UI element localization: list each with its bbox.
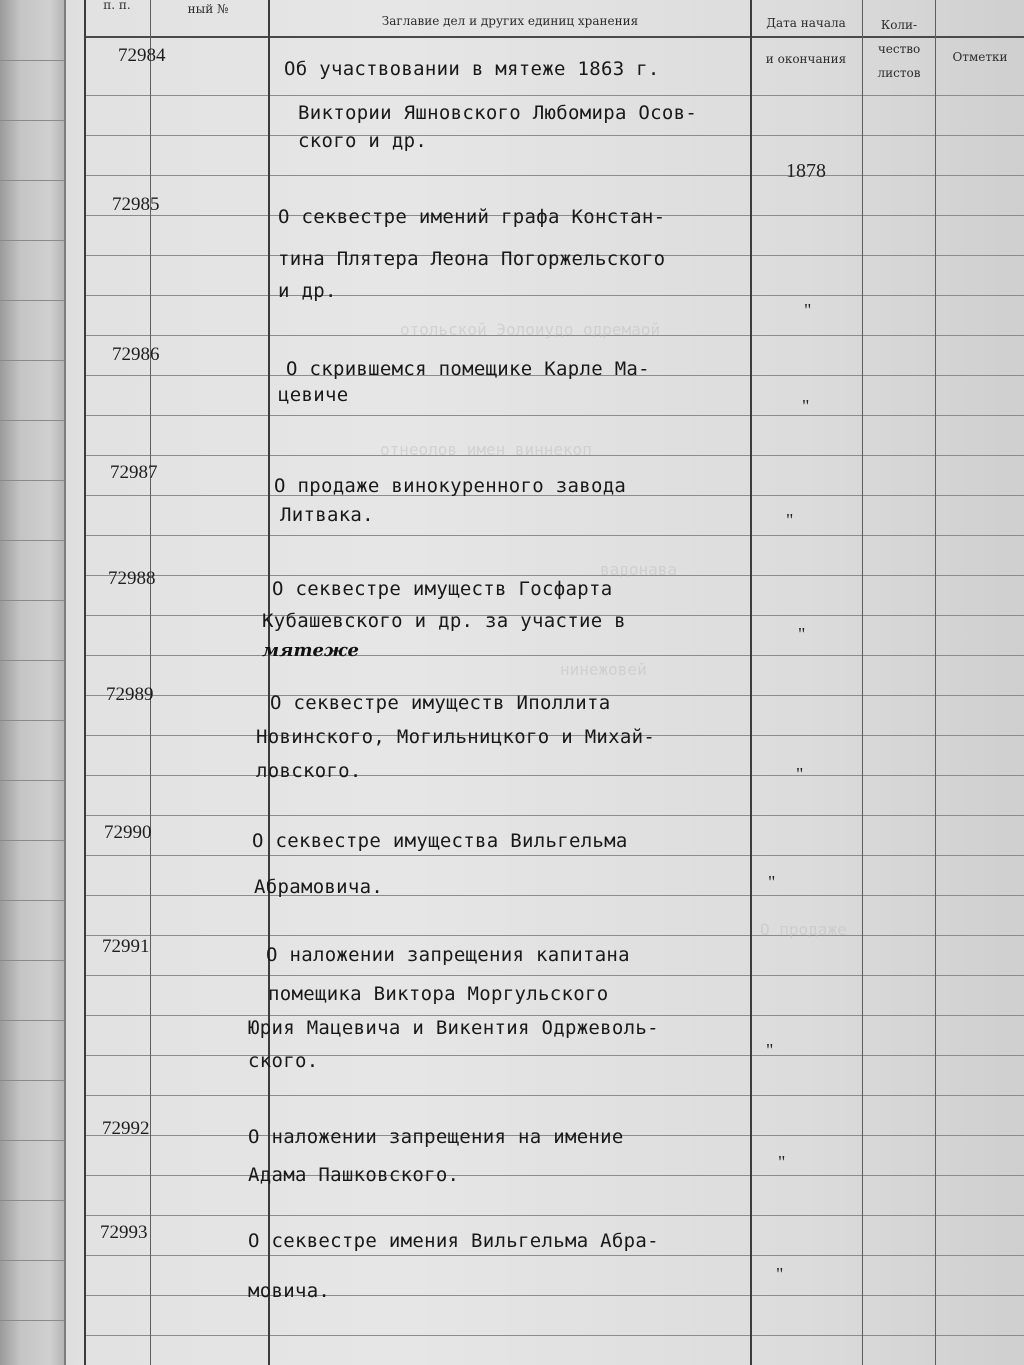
entry-date: " [776, 1264, 784, 1284]
header-dates-1: Дата начала [766, 16, 846, 30]
entry-title-line: Адама Пашковского. [248, 1164, 460, 1186]
entry-number: 72984 [118, 45, 166, 66]
entry-date: " [798, 624, 806, 644]
previous-page-edge [0, 0, 66, 1365]
entry-title-line: Литвака. [280, 504, 374, 526]
entry-date: " [778, 1152, 786, 1172]
entry-title-line: помещика Виктора Моргульского [268, 983, 609, 1005]
header-notes: Отметки [952, 50, 1008, 64]
header-title: Заглавие дел и других единиц хранения [381, 14, 639, 28]
entry-title-line: О наложении запрещения на имение [248, 1126, 624, 1148]
handwritten-note: мятеже [262, 640, 359, 661]
header-sheets-3: листов [877, 66, 921, 80]
entry-number: 72987 [110, 462, 158, 483]
entry-title-line: Новинского, Могильницкого и Михай- [256, 726, 656, 748]
entry-date: " [796, 764, 804, 784]
entry-number: 72991 [102, 936, 150, 957]
entry-title-line: О секвестре имуществ Иполлита [270, 692, 611, 714]
entry-date: " [802, 396, 810, 416]
entry-title-line: ловского. [256, 760, 362, 782]
entry-title-line: О секвестре имения Вильгельма Абра- [248, 1230, 659, 1252]
entry-title-line: Об участвовании в мятеже 1863 г. [284, 58, 660, 80]
entry-number: 72990 [104, 822, 152, 843]
entry-title-line: О секвестре имений графа Констан- [278, 206, 666, 228]
entry-title-line: О секвестре имуществ Госфарта [272, 578, 613, 600]
entry-number: 72986 [112, 344, 160, 365]
entry-title-line: тина Плятера Леона Погоржельского [278, 248, 666, 270]
entry-title-line: Виктории Яшновского Любомира Осов- [298, 102, 698, 124]
entry-date: " [768, 872, 776, 892]
entry-date: 1878 [786, 160, 826, 182]
entry-number: 72993 [100, 1222, 148, 1243]
header-dates-2: и окончания [765, 52, 847, 66]
entry-title-line: Кубашевского и др. за участие в [262, 610, 626, 632]
header-index: ный № [187, 2, 229, 16]
entry-title-line: цевиче [278, 384, 349, 406]
entry-date: " [766, 1040, 774, 1060]
entry-title-line: О продаже винокуренного завода [274, 475, 627, 497]
header-sheets-1: Коли- [880, 18, 918, 32]
entry-title-line: О скрившемся помещике Карле Ма- [286, 358, 650, 380]
entry-number: 72988 [108, 568, 156, 589]
entry-title-line: Абрамовича. [254, 876, 384, 898]
entry-title-line: ского и др. [298, 130, 428, 152]
entry-date: " [786, 510, 794, 530]
entry-title-line: О наложении запрещения капитана [266, 944, 630, 966]
entry-number: 72985 [112, 194, 160, 215]
header-sheets-2: чество [877, 42, 921, 56]
entry-date: " [804, 300, 812, 320]
entry-number: 72992 [102, 1118, 150, 1139]
entry-title-line: и др. [278, 280, 337, 302]
entry-title-line: Юрия Мацевича и Викентия Одржеволь- [248, 1017, 659, 1039]
header-number: п. п. [103, 0, 131, 12]
entry-title-line: О секвестре имущества Вильгельма [252, 830, 628, 852]
entry-title-line: ского. [248, 1050, 319, 1072]
archive-inventory-page: отольской Эолоиудо одремаой отнеолов имен виннекоп вадонава нинежовей О продаже п. п. ный № Заглавие дел и других единиц хранения Дата начала и окончания Коли- чество листов Отметки 72984 Об участвовании в мятеже 1863 г. Виктории Яшновского Любомира Осов- ского и др. 1878 72985 О секвестре имений графа Констан- тина Плятера Леона Погоржельского и др. " 72986 О скрившемся помещике Карле Ма- цевиче " 72987 О продаже винокуренного завода Литвака. " 72988 О секвестре имуществ Госфарта Кубашевского и др. за участие в мятеже " 72989 О секвестре имуществ Иполлита Новинского, Могильницкого и Михай- ловского. " 72990 О секвестре имущества Вильгельма Абрамовича. " 72991 О наложении запрещения капитана помещика Виктора Моргульского Юрия Мацевича и Викентия Одржеволь- ского. " 72992 О наложении запрещения на имение Адама Пашковского. " 72993 О секвестре имения Вильгельма Абра- мовича. " [0, 0, 1024, 1365]
entry-title-line: мовича. [248, 1280, 331, 1302]
entry-number: 72989 [106, 684, 154, 705]
